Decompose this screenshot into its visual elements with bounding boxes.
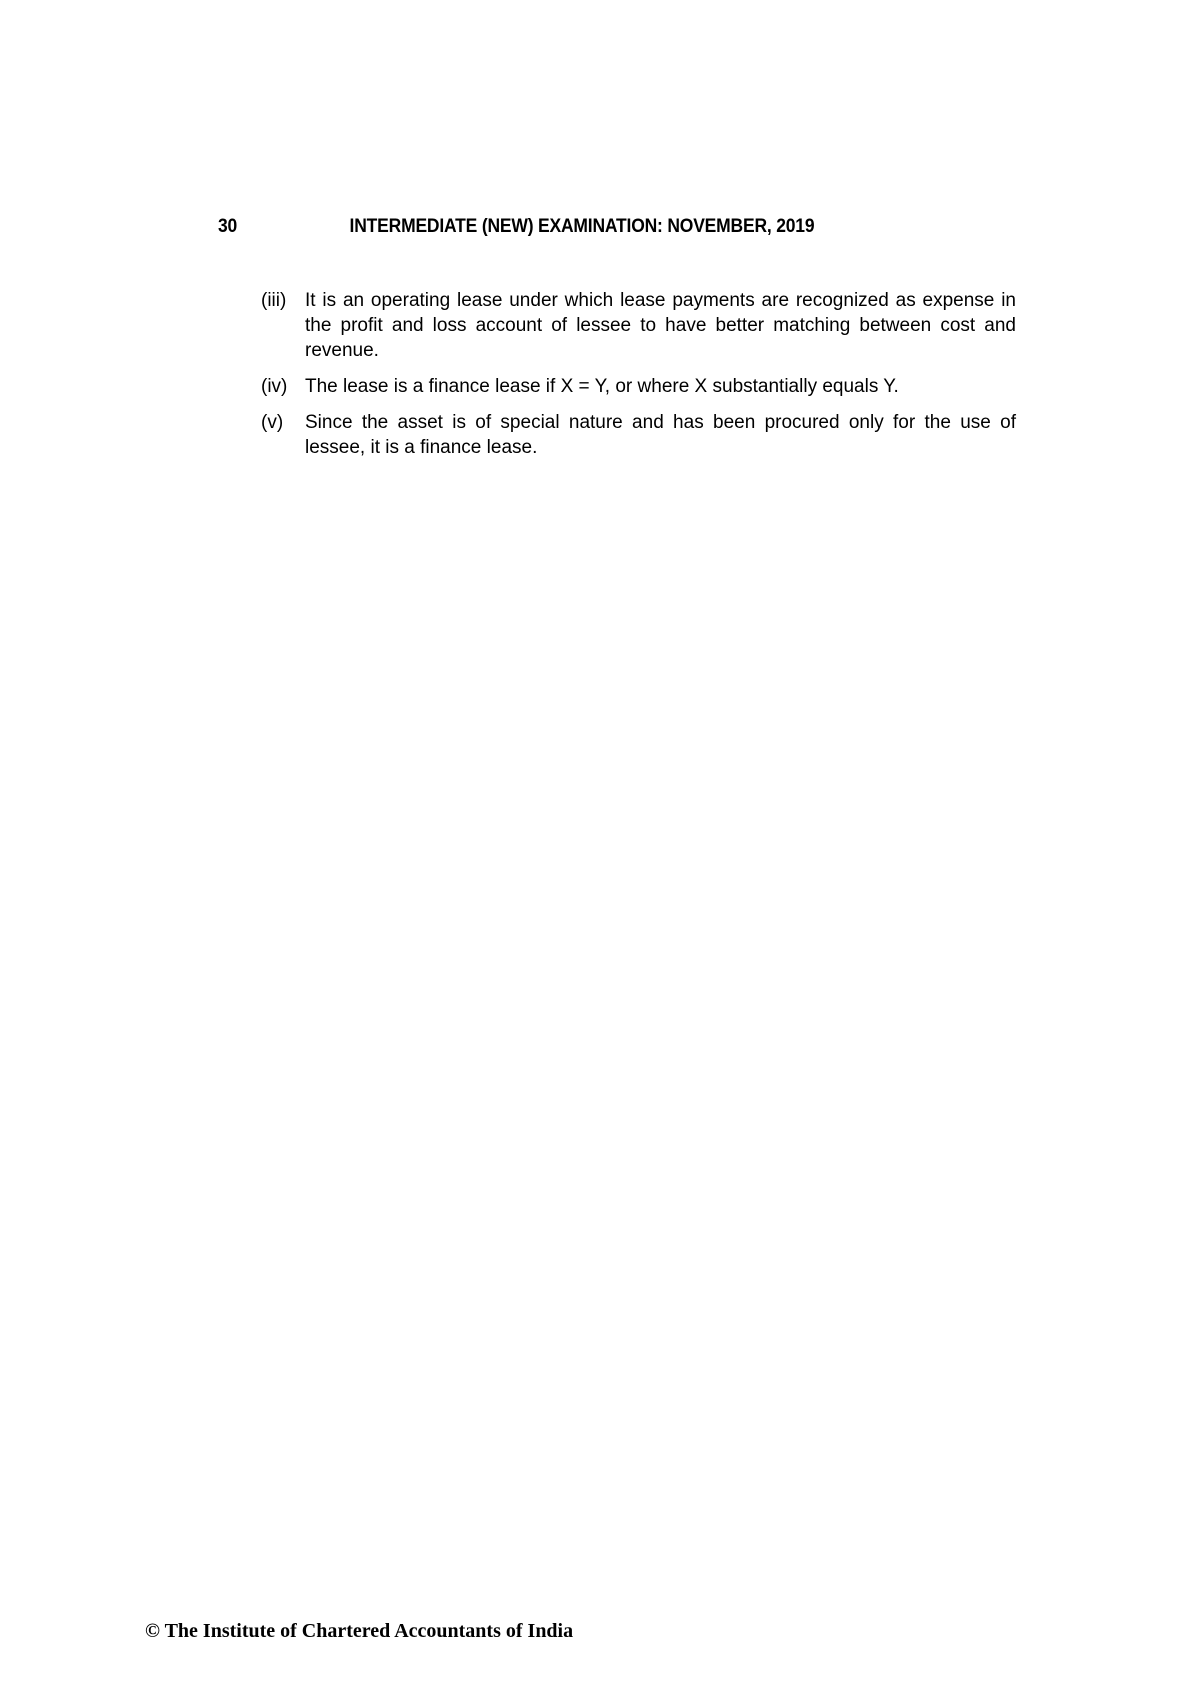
- answer-list: [261, 288, 1016, 471]
- list-item: [261, 410, 1016, 460]
- page-header: [218, 216, 954, 246]
- item-text: Since the asset is of special nature and has been procured only for the use of lessee, it is a finance lease.: [305, 412, 1016, 458]
- item-marker: (iv): [261, 376, 288, 397]
- list-item: [261, 374, 1016, 399]
- item-marker: (v): [261, 412, 284, 433]
- item-text: The lease is a finance lease if X = Y, or where X substantially equals Y.: [305, 376, 899, 397]
- item-marker: (iii): [261, 290, 287, 311]
- item-text: It is an operating lease under which lease payments are recognized as expense in the profit and loss account of lessee to have better matching between cost and revenue.: [305, 290, 1016, 361]
- list-item: [261, 288, 1016, 363]
- footer-copyright: © The Institute of Chartered Accountants of India: [145, 1620, 574, 1642]
- page-number: 30: [218, 216, 238, 237]
- running-title: INTERMEDIATE (NEW) EXAMINATION: NOVEMBER, 2019: [349, 216, 815, 237]
